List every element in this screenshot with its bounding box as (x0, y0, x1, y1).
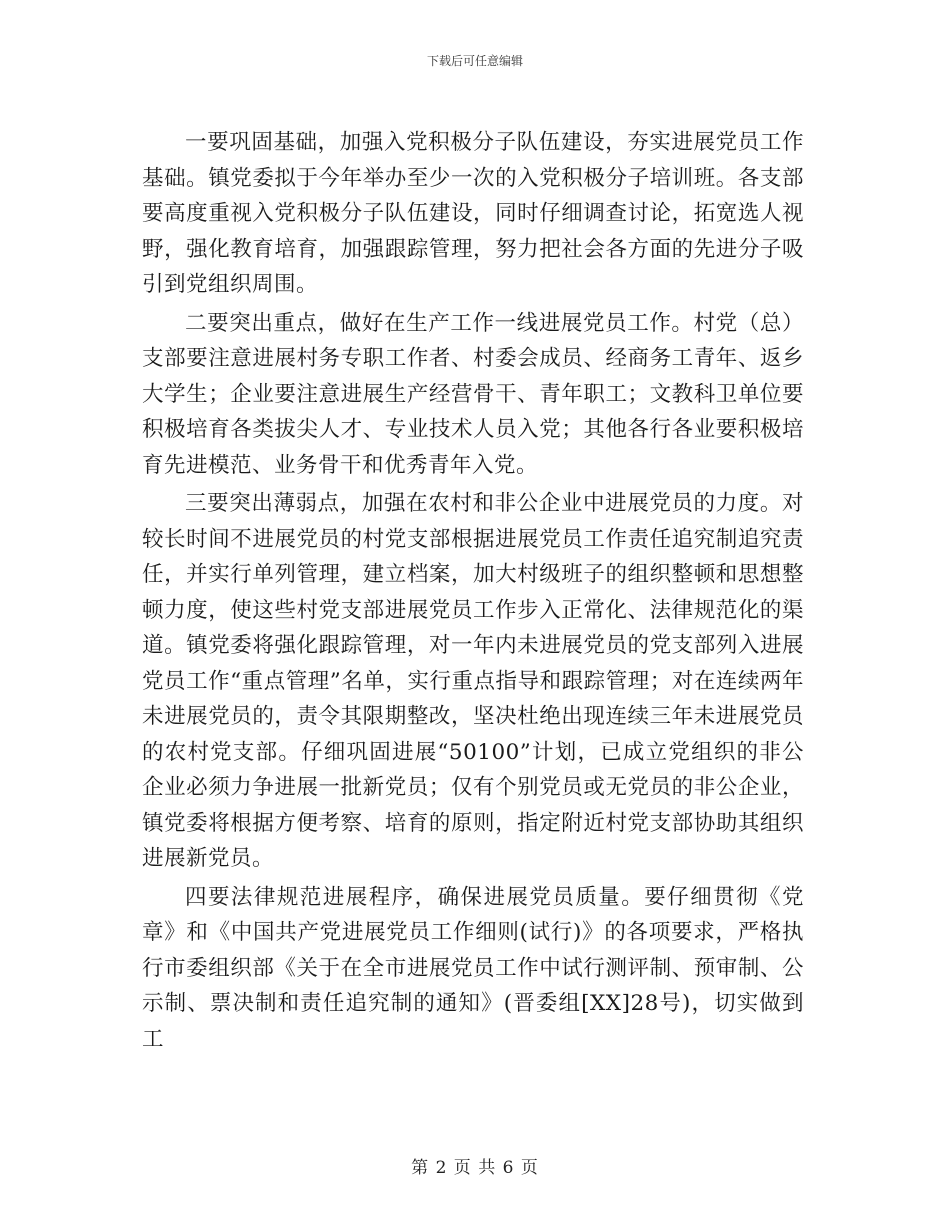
paragraph-2: 二要突出重点，做好在生产工作一线进展党员工作。村党（总）支部要注意进展村务专职工作者、村委会成员、经商务工青年、返乡大学生；企业要注意进展生产经营骨干、青年职工；文教科卫单位要积极培育各类拔尖人才、专业技术人员入党；其他各行各业要积极培育先进模范、业务骨干和优秀青年入党。 (142, 310, 804, 478)
document-body (142, 125, 804, 1057)
page-footer: 第 2 页 共 6 页 (411, 1158, 539, 1178)
paragraph-4: 四要法律规范进展程序，确保进展党员质量。要仔细贯彻《党章》和《中国共产党进展党员工作细则(试行)》的各项要求，严格执行市委组织部《关于在全市进展党员工作中试行测评制、预审制、公示制、票决制和责任追究制的通知》(晋委组[XX]28号)，切实做到工 (142, 884, 804, 1052)
paragraph-3: 三要突出薄弱点，加强在农村和非公企业中进展党员的力度。对较长时间不进展党员的村党支部根据进展党员工作责任追究制追究责任，并实行单列管理，建立档案，加大村级班子的组织整顿和思想整顿力度，使这些村党支部进展党员工作步入正常化、法律规范化的渠道。镇党委将强化跟踪管理，对一年内未进展党员的党支部列入进展党员工作“重点管理”名单，实行重点指导和跟踪管理；对在连续两年未进展党员的，责令其限期整改，坚决杜绝出现连续三年未进展党员的农村党支部。仔细巩固进展“50100”计划，已成立党组织的非公企业必须力争进展一批新党员；仅有个别党员或无党员的非公企业，镇党委将根据方便考察、培育的原则，指定附近村党支部协助其组织进展新党员。 (142, 491, 804, 871)
paragraph-1: 一要巩固基础，加强入党积极分子队伍建设，夯实进展党员工作基础。镇党委拟于今年举办至少一次的入党积极分子培训班。各支部要高度重视入党积极分子队伍建设，同时仔细调查讨论，拓宽选人视野，强化教育培育，加强跟踪管理，努力把社会各方面的先进分子吸引到党组织周围。 (142, 130, 804, 297)
page-header: 下载后可任意编辑 (426, 54, 523, 68)
